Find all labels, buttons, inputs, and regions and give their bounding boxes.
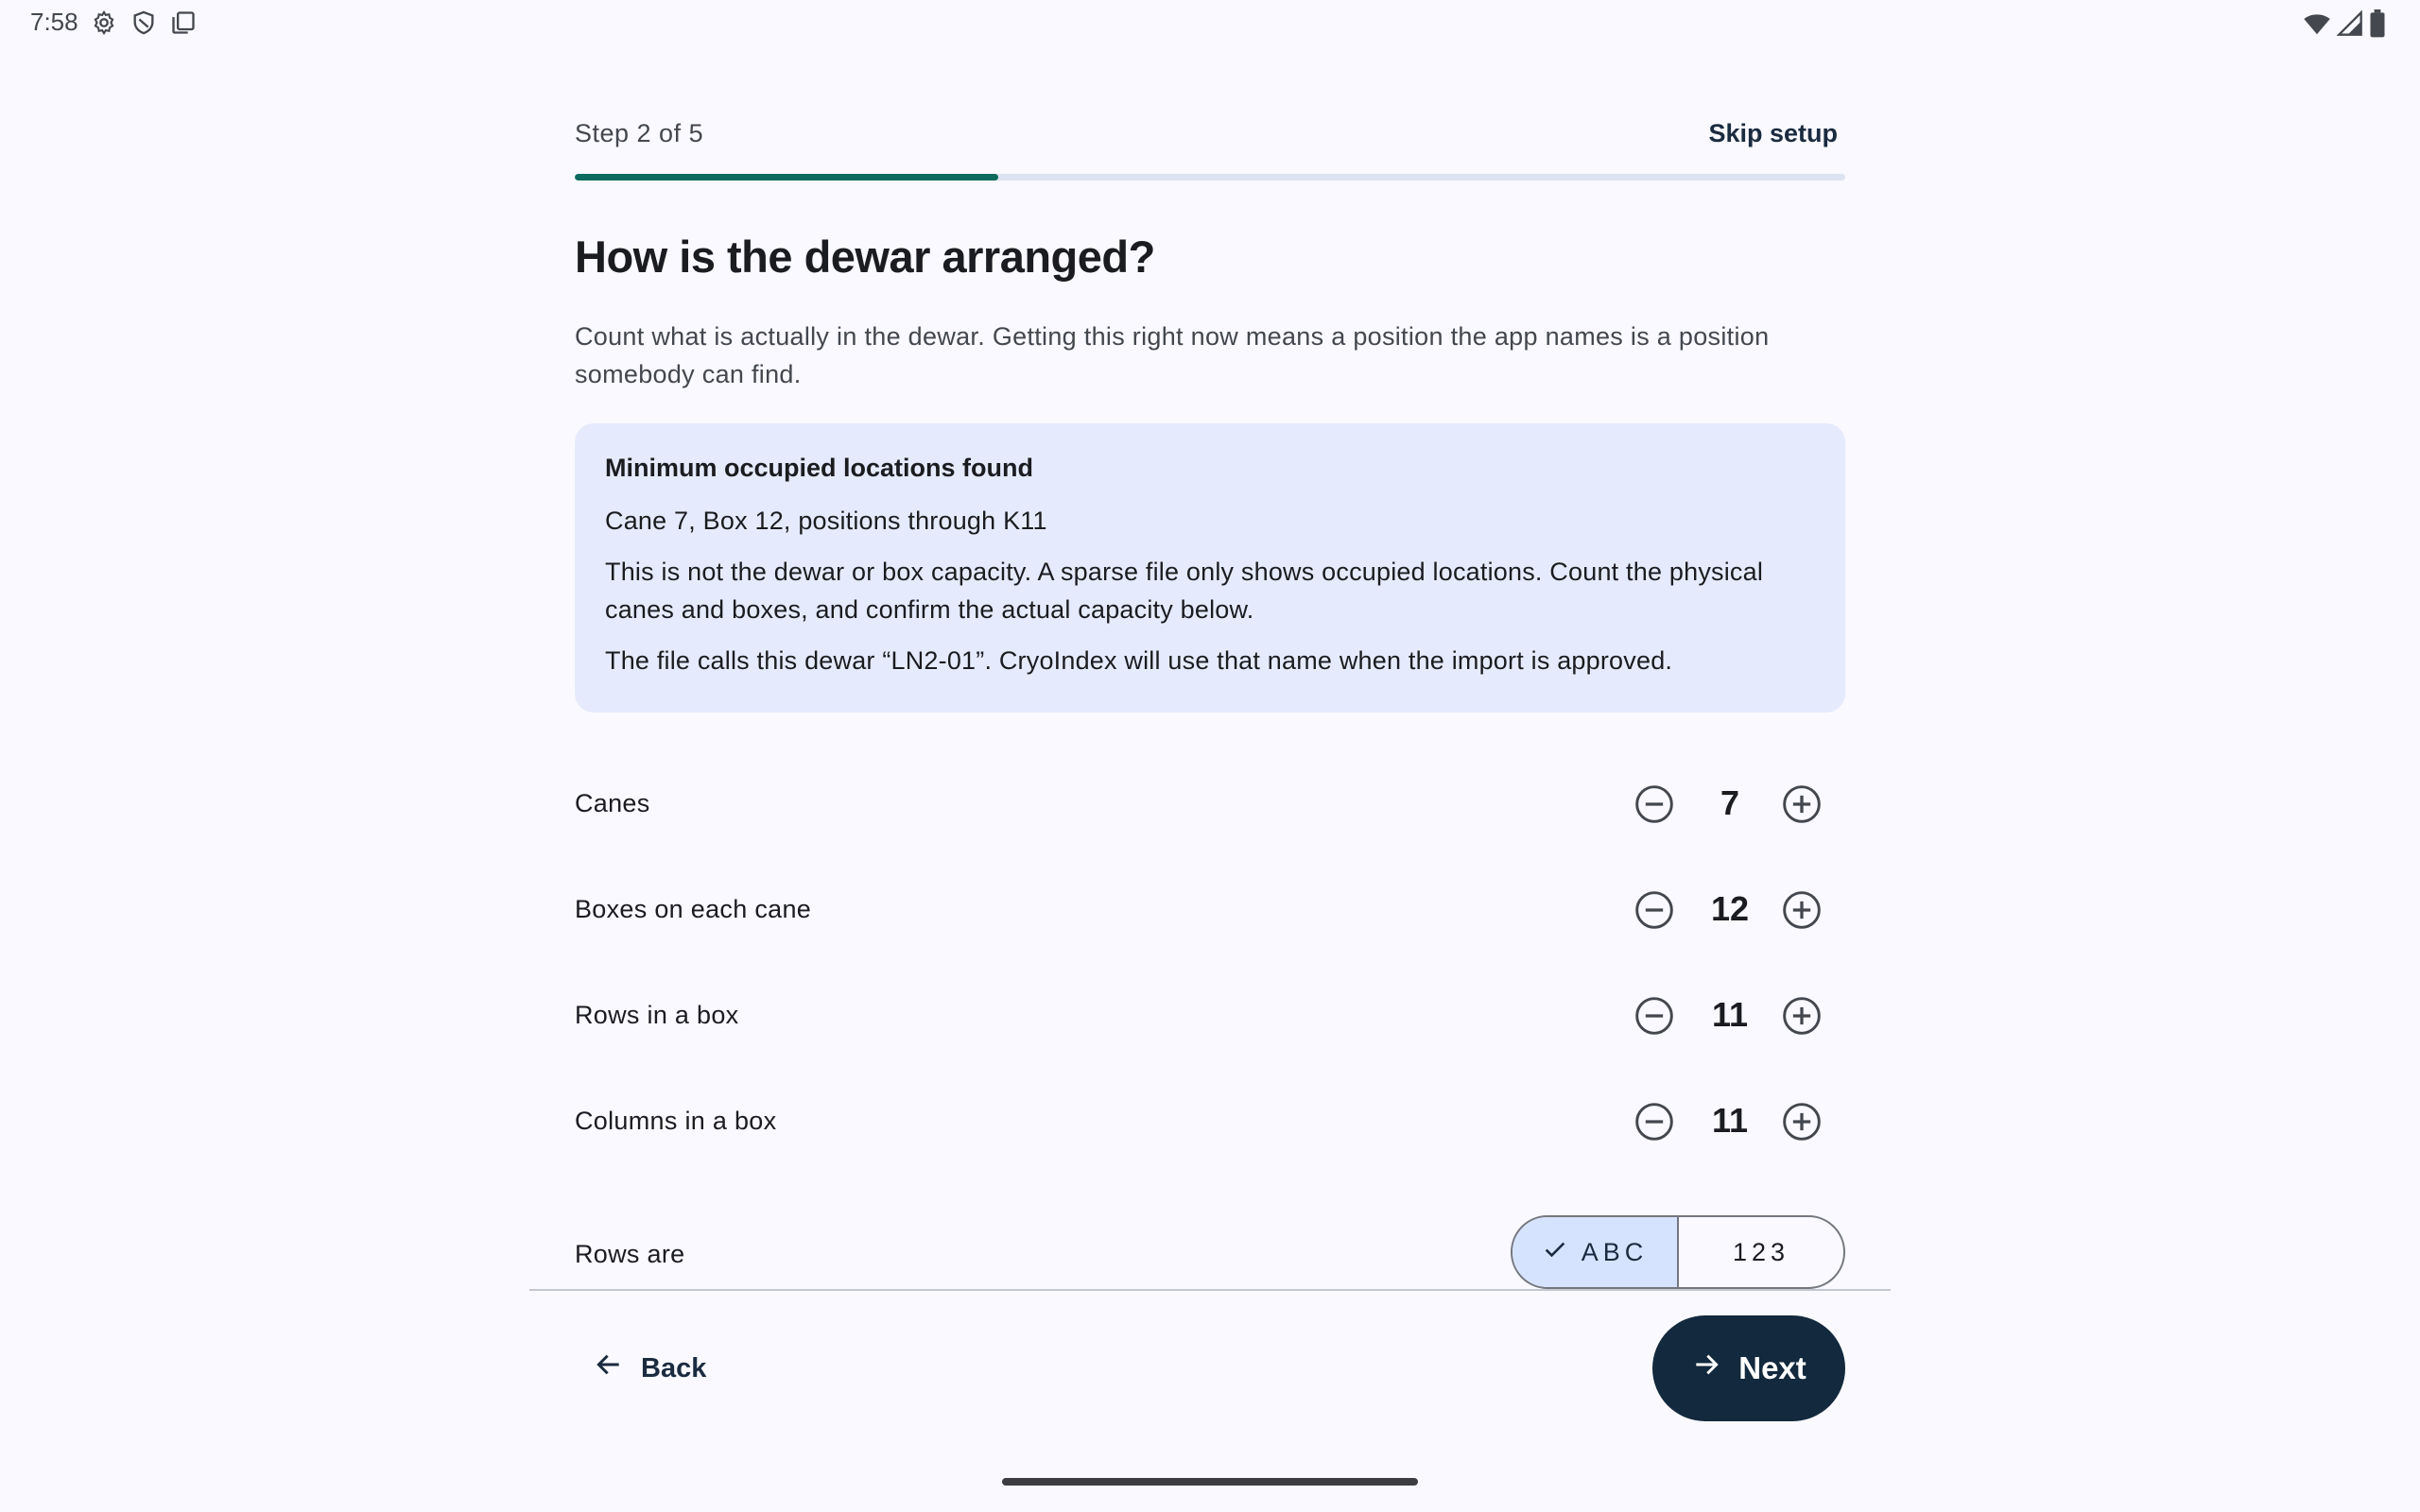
stepper-columns [575, 1084, 1845, 1160]
progress-fill [575, 174, 998, 180]
gear-icon [91, 9, 117, 36]
status-time: 7:58 [30, 8, 78, 36]
skip-setup-button[interactable]: Skip setup [1708, 119, 1838, 147]
stepper-value: 7 [1720, 783, 1740, 822]
stepper-rows [575, 978, 1845, 1054]
info-card-warning: This is not the dewar or box capacity. A sparse file only shows occupied locations. Count the physical canes and boxes, and confirm the actual capacity below. [605, 558, 1764, 624]
status-icons-left [91, 9, 197, 36]
arrow-left-icon [594, 1349, 624, 1387]
back-button[interactable] [594, 1342, 706, 1395]
row-label-segmented-control [1511, 1215, 1845, 1289]
step-indicator: Step 2 of 5 [575, 119, 704, 147]
stepper-value: 11 [1711, 1101, 1749, 1140]
increment-canes-button[interactable] [1781, 783, 1823, 825]
segment-123[interactable] [1679, 1217, 1843, 1287]
increment-boxes-button[interactable] [1781, 889, 1823, 931]
rows-are-label: Rows are [575, 1240, 685, 1268]
info-card-location: Cane 7, Box 12, positions through K11 [605, 507, 1047, 535]
wifi-icon [2303, 10, 2331, 37]
shield-icon [130, 9, 157, 36]
decrement-canes-button[interactable] [1634, 783, 1675, 825]
info-card-dewar-name: The file calls this dewar “LN2-01”. CryoIndex will use that name when the import is approved. [605, 646, 1673, 675]
home-indicator[interactable] [1002, 1478, 1418, 1486]
setup-header [575, 106, 1845, 147]
back-button-label: Back [641, 1352, 707, 1383]
stepper-label: Rows in a box [575, 1001, 739, 1029]
segment-abc[interactable] [1512, 1217, 1679, 1287]
segment-abc-label: ABC [1581, 1237, 1649, 1266]
stepper-controls [1596, 978, 1845, 1054]
rows-are-setting [575, 1215, 1845, 1289]
footer-divider [529, 1289, 1891, 1291]
next-button[interactable] [1652, 1315, 1845, 1421]
signal-icon [2337, 10, 2363, 37]
stepper-label: Columns in a box [575, 1107, 777, 1135]
stepper-value: 11 [1711, 995, 1749, 1034]
stepper-controls [1596, 872, 1845, 948]
copy-icon [170, 9, 197, 36]
stepper-value: 12 [1710, 889, 1750, 928]
next-button-label: Next [1738, 1350, 1806, 1385]
stepper-label: Canes [575, 789, 650, 817]
setup-content [575, 91, 1845, 1289]
info-card [575, 423, 1845, 713]
footer-navigation [575, 1315, 1845, 1421]
check-icon [1542, 1236, 1582, 1269]
decrement-boxes-button[interactable] [1634, 889, 1675, 931]
stepper-boxes [575, 872, 1845, 948]
decrement-rows-button[interactable] [1634, 995, 1675, 1037]
arrow-right-icon [1691, 1349, 1721, 1387]
status-bar [0, 0, 2420, 45]
page-title: How is the dewar arranged? [575, 232, 1155, 282]
status-icons-right [2303, 9, 2386, 38]
increment-rows-button[interactable] [1781, 995, 1823, 1037]
stepper-canes [575, 766, 1845, 842]
stepper-controls [1596, 1084, 1845, 1160]
decrement-columns-button[interactable] [1634, 1101, 1675, 1143]
stepper-controls [1596, 766, 1845, 842]
increment-columns-button[interactable] [1781, 1101, 1823, 1143]
progress-track [575, 174, 1845, 180]
stepper-label: Boxes on each cane [575, 895, 812, 923]
info-card-title: Minimum occupied locations found [605, 454, 1034, 482]
page-description: Count what is actually in the dewar. Getting this right now means a position the app names is a position somebody can find. [575, 322, 1770, 388]
battery-icon [2369, 9, 2386, 38]
segment-123-label: 123 [1732, 1237, 1790, 1266]
